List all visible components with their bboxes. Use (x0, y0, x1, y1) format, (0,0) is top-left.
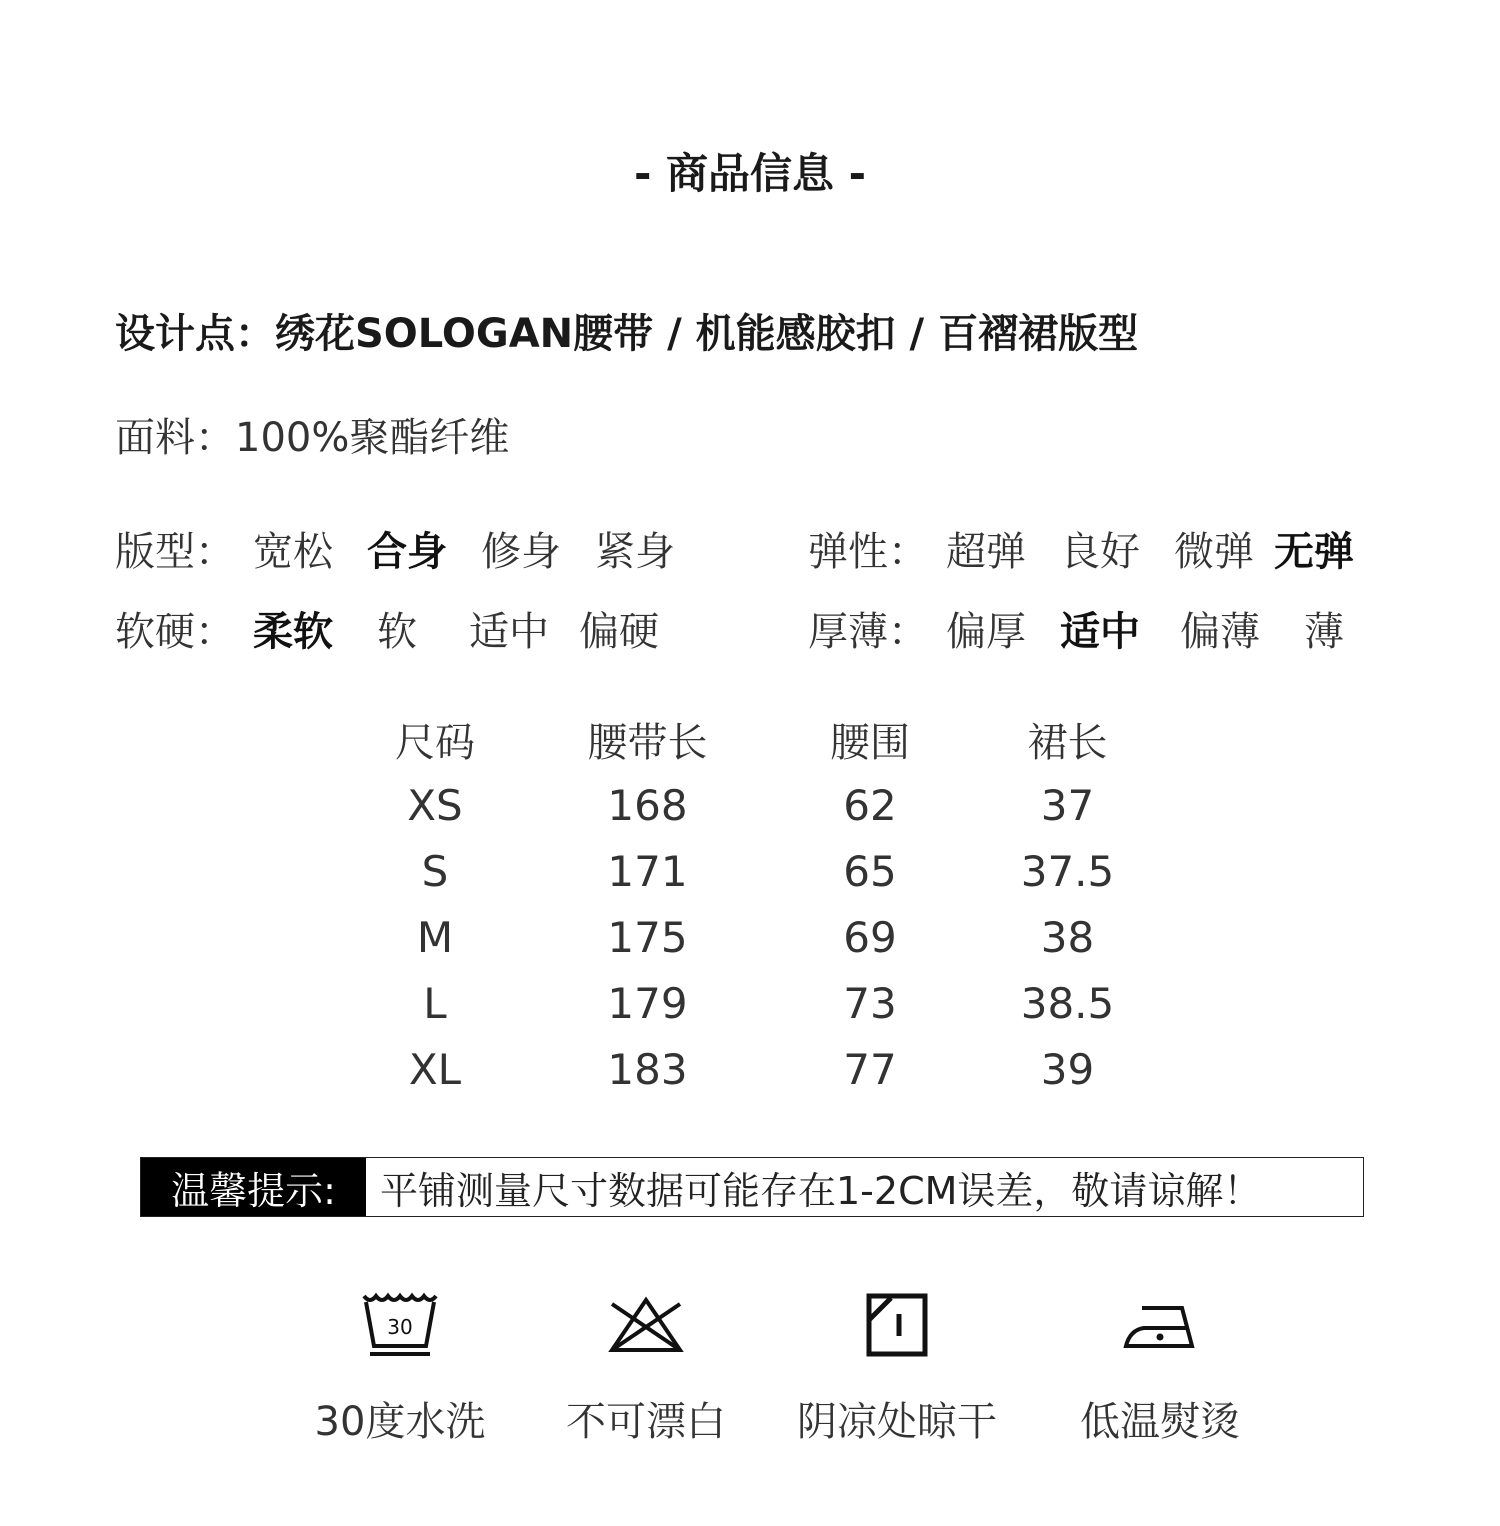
table-cell: 62 (843, 780, 897, 830)
attr-option: 适中 (469, 609, 549, 655)
care-bleach (526, 1290, 766, 1448)
attr-label: 版型： (115, 529, 235, 575)
attr-thickness (808, 606, 1344, 658)
care-label: 不可漂白 (566, 1399, 726, 1445)
table-cell: 37.5 (1020, 846, 1115, 896)
care-wash (280, 1290, 520, 1448)
table-cell: 38.5 (1020, 978, 1115, 1028)
table-cell: 175 (607, 912, 688, 962)
design-points: 设计点：绣花SOLOGAN腰带 / 机能感胶扣 / 百褶裙版型 (115, 311, 1139, 357)
column-header: 腰带长 (587, 719, 708, 766)
table-header-row (335, 706, 1155, 772)
attr-option: 超弹 (946, 529, 1026, 575)
table-cell: XS (407, 780, 463, 830)
table-row (335, 838, 1155, 904)
table-cell: 69 (843, 912, 897, 962)
table-cell: 37 (1040, 780, 1095, 830)
page-title: - 商品信息 - (633, 149, 867, 198)
no-bleach-icon (606, 1290, 686, 1360)
table-row (335, 1036, 1155, 1102)
shade-dry-icon (857, 1290, 937, 1360)
attr-option: 修身 (481, 529, 561, 575)
attr-option: 宽松 (253, 529, 333, 575)
notice-label: 温馨提示: (141, 1158, 366, 1216)
column-header: 尺码 (395, 719, 475, 766)
table-cell: 39 (1040, 1044, 1095, 1094)
care-dry (777, 1290, 1017, 1448)
table-cell: S (421, 846, 449, 896)
care-label: 30度水洗 (314, 1399, 486, 1445)
table-cell: 183 (607, 1044, 688, 1094)
attr-option: 紧身 (595, 529, 675, 575)
notice-banner (140, 1157, 1364, 1217)
attr-option: 偏厚 (946, 609, 1026, 655)
table-cell: 73 (843, 978, 897, 1028)
table-cell: XL (408, 1044, 462, 1094)
wash-temp-text: 30 (387, 1315, 413, 1339)
size-table (335, 706, 1155, 1102)
table-cell: 179 (607, 978, 688, 1028)
low-iron-icon (1120, 1290, 1200, 1360)
table-row (335, 772, 1155, 838)
attr-option: 软 (377, 609, 417, 655)
attr-label: 弹性： (808, 529, 928, 575)
table-cell: 168 (607, 780, 688, 830)
attr-softness (115, 606, 693, 658)
table-cell: L (423, 978, 447, 1028)
attr-label: 厚薄： (808, 609, 928, 655)
care-label: 低温熨烫 (1080, 1399, 1240, 1445)
attr-option: 偏硬 (579, 609, 659, 655)
attr-option-selected: 适中 (1060, 609, 1140, 655)
table-row (335, 970, 1155, 1036)
table-row (335, 904, 1155, 970)
attr-elasticity (808, 526, 1354, 578)
table-cell: M (416, 912, 454, 962)
attr-option-selected: 柔软 (253, 609, 333, 655)
attr-fit (115, 526, 709, 578)
attr-option: 良好 (1060, 529, 1140, 575)
care-label: 阴凉处晾干 (797, 1399, 997, 1445)
fabric-info: 面料：100%聚酯纤维 (115, 415, 510, 461)
wash-30-icon (360, 1290, 440, 1360)
attr-option: 薄 (1304, 609, 1344, 655)
care-iron (1040, 1290, 1280, 1448)
column-header: 裙长 (1027, 719, 1108, 766)
attr-option-selected: 合身 (367, 529, 447, 575)
attr-label: 软硬： (115, 609, 235, 655)
attr-option-selected: 无弹 (1274, 529, 1354, 575)
attr-option: 偏薄 (1180, 609, 1260, 655)
table-cell: 38 (1040, 912, 1095, 962)
table-cell: 171 (607, 846, 688, 896)
column-header: 腰围 (830, 719, 910, 766)
notice-text: 平铺测量尺寸数据可能存在1-2CM误差，敬请谅解！ (380, 1168, 1262, 1213)
table-cell: 77 (843, 1044, 897, 1094)
attr-option: 微弹 (1174, 529, 1254, 575)
table-cell: 65 (843, 846, 897, 896)
